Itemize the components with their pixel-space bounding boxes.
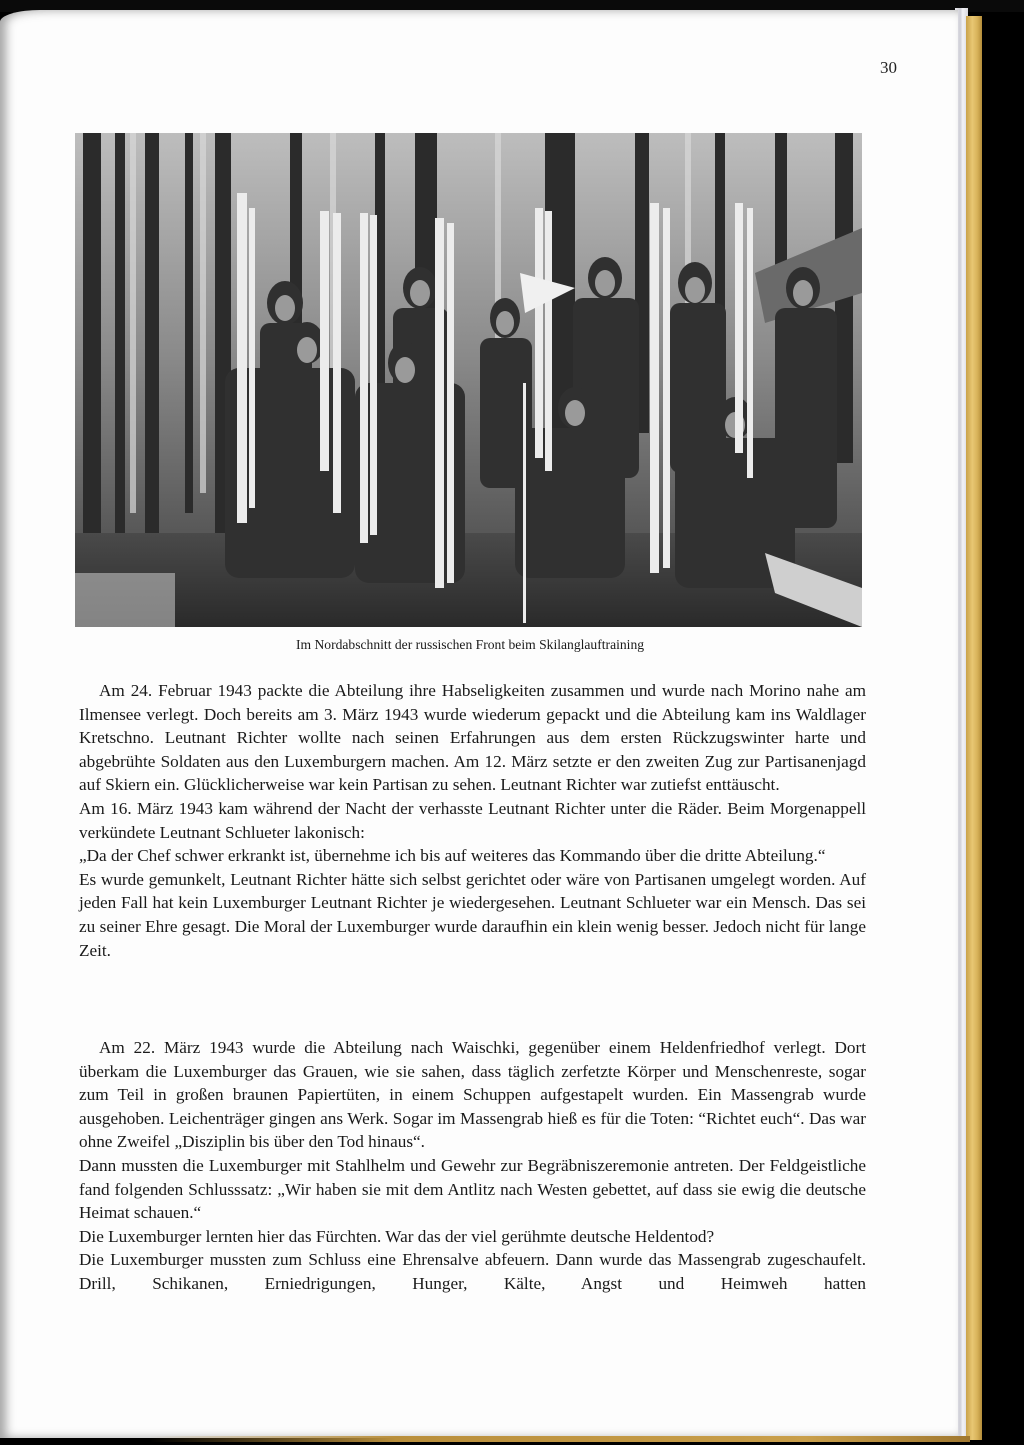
paragraph: Dann mussten die Luxemburger mit Stahlhelm und Gewehr zur Begräbniszeremonie antreten. Der Feldgeistliche fand folgenden Schlusssatz: „Wir haben sie mit dem Antlitz nach Westen gebettet, auf dass sie ewig die deutsche Heimat schauen.“ [79,1155,866,1223]
page-number: 30 [880,58,897,77]
book-cover-edge [966,16,982,1440]
text-section-1 [79,679,866,962]
photo-illustration [75,133,862,627]
paragraph: Am 24. Februar 1943 packte die Abteilung ihre Habseligkeiten zusammen und wurde nach Morino nahe am Ilmensee verlegt. Doch bereits am 3. März 1943 wurde wiederum gepackt und die Abteilung kam ins Waldlager Kretschno. Leutnant Richter wollte nach seinen Erfahrungen aus dem ersten Rückzugswinter harte und abgebrühte Soldaten aus den Luxemburgern machen. Am 12. März setzte er den zweiten Zug zur Partisanenjagd auf Skiern ein. Glücklicherweise war kein Partisan zu sehen. Leutnant Richter war zutiefst enttäuscht. [79,681,866,795]
paragraph: Am 22. März 1943 wurde die Abteilung nach Waischki, gegenüber einem Heldenfriedhof verlegt. Dort überkam die Luxemburger das Grauen, wie sie sahen, dass täglich zerfetzte Körper und Menschenreste, sogar zum Teil in großen braunen Papiertüten, in einem Schuppen aufgestapelt wurden. Ein Massengrab wurde ausgehoben. Leichenträger gingen ans Werk. Sogar im Massengrab hieß es für die Toten: “Richtet euch“. Das war ohne Zweifel „Disziplin bis über den Tod hinaus“. [79,1038,866,1152]
text-section-2 [79,1036,866,1296]
paragraph: Die Luxemburger mussten zum Schluss eine Ehrensalve abfeuern. Dann wurde das Massengrab zugeschaufelt. Drill, Schikanen, Erniedrigungen, Hunger, Kälte, Angst und Heimweh hatten [79,1250,866,1293]
book-bottom-edge [150,1436,970,1442]
paragraph: Es wurde gemunkelt, Leutnant Richter hätte sich selbst gerichtet oder wäre von Partisanen umgelegt worden. Auf jeden Fall hat kein Luxemburger Leutnant Richter je wiedergesehen. Leutnant Schlueter war ein Mensch. Das sei zu seiner Ehre gesagt. Die Moral der Luxemburger wurde daraufhin ein klein wenig besser. Jedoch nicht für lange Zeit. [79,869,866,960]
paragraph: Die Luxemburger lernten hier das Fürchten. War das der viel gerühmte deutsche Heldentod? [79,1226,715,1246]
paragraph-quote: „Da der Chef schwer erkrankt ist, übernehme ich bis auf weiteres das Kommando über die dritte Abteilung.“ [79,846,826,866]
photograph-soldiers-with-skis [75,133,862,627]
paragraph: Am 16. März 1943 kam während der Nacht der verhasste Leutnant Richter unter die Räder. Beim Morgenappell verkündete Leutnant Schlueter lakonisch: [79,798,866,842]
photo-caption: Im Nordabschnitt der russischen Front beim Skilanglauftraining [295,637,645,652]
